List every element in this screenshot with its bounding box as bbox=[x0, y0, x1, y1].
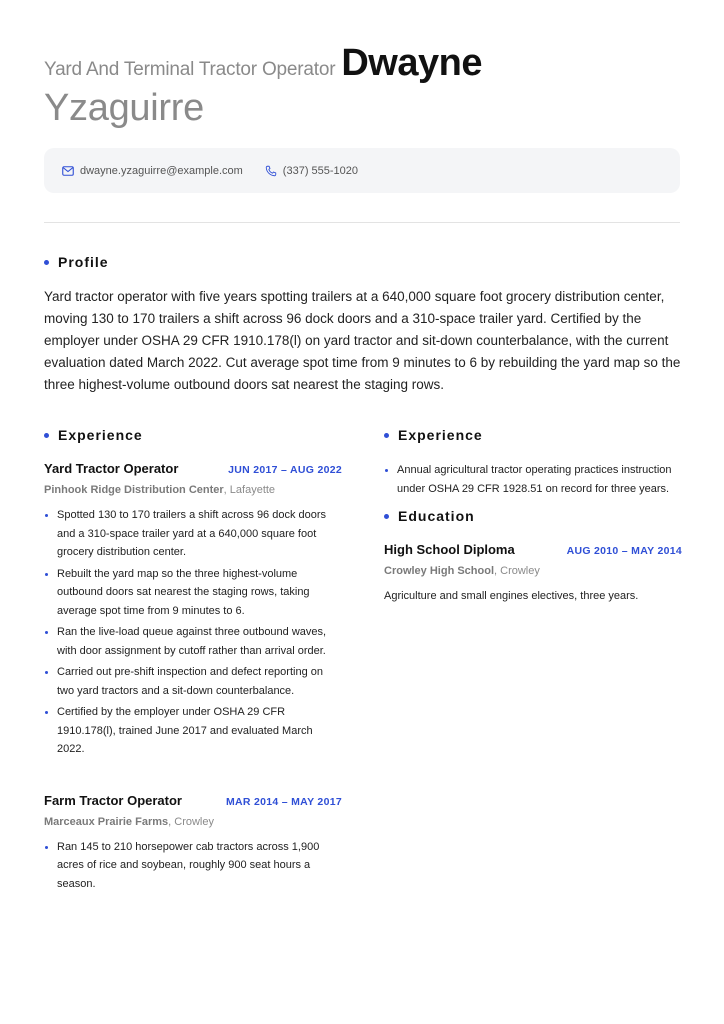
job-title: Yard And Terminal Tractor Operator bbox=[44, 59, 336, 80]
education-heading-text: Education bbox=[398, 508, 475, 524]
school-name: Crowley High School bbox=[384, 565, 495, 577]
header-divider bbox=[44, 222, 680, 223]
bullet-dot-icon bbox=[384, 514, 389, 519]
job-entry bbox=[44, 461, 342, 759]
org-place: Lafayette bbox=[229, 484, 276, 496]
last-name: Yzaguirre bbox=[44, 87, 204, 129]
job-role: Yard Tractor Operator bbox=[44, 461, 179, 476]
left-column bbox=[44, 427, 342, 896]
phone-icon bbox=[265, 165, 277, 177]
job-dates: MAR 2014 – MAY 2017 bbox=[225, 795, 342, 808]
bullet-item: Carried out pre-shift inspection and defect reporting on two yard tractors and a sit-down counterbalance. bbox=[44, 663, 342, 700]
profile-heading bbox=[44, 254, 684, 270]
org-place: Crowley bbox=[174, 815, 214, 828]
bullet-item: Spotted 130 to 170 trailers a shift across 96 dock doors and a 310-space trailer yard at a 640,000 square foot grocery distribution center. bbox=[44, 506, 342, 562]
experience-cont-bullets bbox=[384, 461, 682, 498]
experience-heading-text: Experience bbox=[58, 427, 143, 443]
school-place: Crowley bbox=[500, 565, 540, 577]
bullet-item: Certified by the employer under OSHA 29 CFR 1910.178(l), trained June 2017 and evaluated March 2022. bbox=[44, 703, 342, 759]
phone-text: (337) 555-1020 bbox=[282, 164, 359, 177]
contact-email[interactable] bbox=[62, 165, 243, 177]
bullet-item: Ran the live-load queue against three outbound waves, with door assignment by cutoff rather than arrival order. bbox=[44, 623, 342, 660]
bullet-dot-icon bbox=[44, 433, 49, 438]
bullet-item: Ran 145 to 210 horsepower cab tractors across 1,900 acres of rice and soybean, roughly 900 seat hours a season. bbox=[44, 838, 342, 894]
resume-header bbox=[44, 44, 684, 130]
experience-cont-heading bbox=[384, 427, 682, 443]
degree: High School Diploma bbox=[384, 542, 515, 557]
org-name: Marceaux Prairie Farms bbox=[44, 815, 169, 828]
job-entry bbox=[44, 793, 342, 894]
profile-heading-text: Profile bbox=[58, 254, 109, 270]
mail-icon bbox=[62, 166, 74, 176]
contact-phone[interactable] bbox=[265, 165, 358, 177]
bullet-dot-icon bbox=[384, 433, 389, 438]
right-column bbox=[384, 427, 682, 606]
job-role: Farm Tractor Operator bbox=[44, 792, 182, 808]
email-text: dwayne.yzaguirre@example.com bbox=[80, 164, 243, 177]
job-bullets bbox=[44, 838, 342, 894]
job-org: Pinhook Ridge Distribution Center, Lafayette bbox=[44, 484, 276, 496]
school: Crowley High School, Crowley bbox=[384, 565, 540, 577]
bullet-item: Annual agricultural tractor operating practices instruction under OSHA 29 CFR 1928.51 on record for three years. bbox=[384, 461, 682, 498]
org-name: Pinhook Ridge Distribution Center bbox=[44, 484, 224, 496]
first-name: Dwayne bbox=[341, 42, 482, 84]
job-bullets bbox=[44, 506, 342, 759]
job-org: Marceaux Prairie Farms, Crowley bbox=[44, 815, 214, 828]
education-entry bbox=[384, 542, 682, 606]
profile-text: Yard tractor operator with five years spotting trailers at a 640,000 square foot grocery distribution center, moving 130 to 170 trailers a shift across 96 dock doors and a 310-space trailer yard. Certified by the employer under OSHA 29 CFR 1910.178(l) on yard tractor and sit-down counterbalance, with the current evaluation dated March 2022. Cut average spot time from 9 minutes to 6 by rebuilding the yard map so the three highest-volume outbound doors sat nearest the staging rows. bbox=[44, 289, 681, 392]
experience-cont-heading-text: Experience bbox=[398, 427, 483, 443]
education-dates: AUG 2010 – MAY 2014 bbox=[566, 545, 682, 557]
job-dates: JUN 2017 – AUG 2022 bbox=[228, 464, 342, 476]
experience-heading bbox=[44, 427, 342, 443]
education-heading bbox=[384, 508, 682, 524]
bullet-item: Rebuilt the yard map so the three highest-volume outbound doors sat nearest the staging rows, taking average spot time from 9 minutes to 6. bbox=[44, 565, 342, 621]
profile-section bbox=[44, 254, 684, 396]
education-text: Agriculture and small engines electives, three years. bbox=[384, 590, 639, 602]
contact-bar bbox=[44, 148, 680, 193]
bullet-dot-icon bbox=[44, 260, 49, 265]
